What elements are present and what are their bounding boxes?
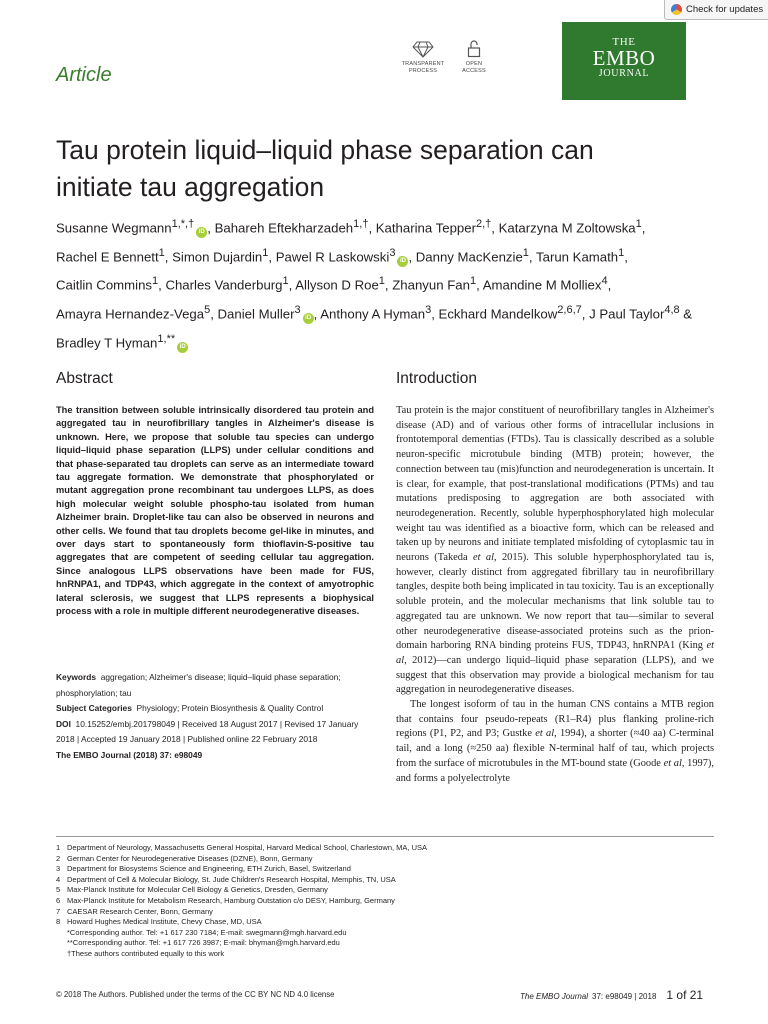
author-affiliation-sup: 2,6,7 [557, 304, 582, 317]
keywords-value: aggregation; Alzheimer's disease; liquid–liquid phase separation; phosphorylation; tau [56, 672, 341, 698]
orcid-icon[interactable]: iD [397, 256, 408, 267]
author-separator: , [581, 306, 590, 322]
author-name: Amayra Hernandez-Vega [56, 306, 205, 322]
doi-value[interactable]: 10.15252/embj.201798049 | Received 18 August 2017 | Revised 17 January 2018 | Accepted 19 January 2018 | Published online 22 February 2018 [56, 718, 359, 744]
introduction-heading: Introduction [396, 370, 477, 387]
author-name: Rachel E Bennett [56, 249, 159, 265]
author-separator: , [476, 277, 483, 293]
keywords-line [56, 670, 376, 701]
author-name: Katarzyna M Zoltowska [498, 220, 636, 236]
author-name: Eckhard Mandelkow [438, 306, 558, 322]
author-affiliation-sup: 3 [425, 304, 432, 317]
footer-journal-name: The EMBO Journal [520, 992, 589, 1001]
affiliation-number: 7 [56, 906, 61, 916]
doi-line [56, 717, 376, 748]
subjects-label: Subject Categories [56, 703, 132, 713]
affiliation-item [56, 875, 656, 886]
badge-line1: OPEN [465, 61, 483, 67]
affiliation-text: Department for Biosystems Science and Engineering, ETH Zurich, Basel, Switzerland [67, 864, 351, 874]
author-separator: , [431, 306, 439, 322]
equal-contribution-note: †These authors contributed equally to this work [67, 948, 225, 958]
footer-volume: 37: e98049 | 2018 [592, 992, 657, 1001]
author-name: Susanne Wegmann [56, 220, 172, 236]
author-name: Katharina Tepper [375, 220, 476, 236]
author-separator: , [408, 249, 416, 265]
logo-line3: JOURNAL [598, 68, 650, 79]
author-separator: , [268, 249, 276, 265]
author-affiliation-sup: 1 [618, 246, 625, 259]
author-name: Charles Vanderburg [165, 277, 283, 293]
author-affiliation-sup: 4 [601, 275, 608, 288]
author-list [56, 212, 706, 355]
author-separator: & [679, 306, 693, 322]
affiliation-number: 5 [56, 885, 61, 895]
journal-footer [520, 988, 703, 1002]
badge-line1: TRANSPARENT [401, 61, 445, 67]
intro-paragraph-2 [396, 698, 714, 786]
author-separator: , [288, 277, 296, 293]
author-name: Pawel R Laskowski [275, 249, 390, 265]
article-type-label: Article [56, 64, 112, 86]
footnote-divider [56, 836, 714, 837]
citation-value: The EMBO Journal (2018) 37: e98049 [56, 749, 203, 760]
author-separator: , [624, 249, 628, 265]
author-affiliation-sup: 1,** [157, 332, 176, 345]
corresponding-author-1: *Corresponding author. Tel: +1 617 230 7184; E-mail: swegmann@mgh.harvard.edu [67, 927, 347, 937]
affiliation-number: 8 [56, 917, 61, 927]
author-separator: , [313, 306, 321, 322]
author-affiliation-sup: 3 [294, 304, 301, 317]
license-footer: © 2018 The Authors. Published under the terms of the CC BY NC ND 4.0 license [56, 990, 335, 999]
affiliation-item [56, 843, 656, 854]
author-affiliation-sup: 3 [389, 246, 396, 259]
subjects-line [56, 701, 376, 717]
affiliation-item [56, 907, 656, 918]
doi-label: DOI [56, 718, 71, 729]
author-affiliation-sup: 1 [378, 275, 385, 288]
author-affiliation-sup: 1,† [353, 218, 369, 230]
affiliation-number: 1 [56, 843, 61, 852]
introduction-body [396, 404, 714, 786]
orcid-icon[interactable]: iD [303, 313, 314, 324]
intro-p2-text-c: , 1997), and forms a polyelectrolyte [396, 757, 714, 784]
author-name: Zhanyun Fan [392, 277, 470, 293]
author-affiliation-sup: 1 [282, 275, 289, 288]
diamond-icon [412, 40, 434, 58]
abstract-heading: Abstract [56, 370, 113, 387]
abstract-text: The transition between soluble intrinsically disordered tau protein and aggregated tau in neurofibrillary tangles in Alzheimer's disease is unknown. Here, we propose that soluble tau species can undergo liquid–liquid phase separation (LLPS) under cellular conditions and that phase-separated tau droplets can serve as an intermediate toward tau aggregate formation. We demonstrate that phosphorylated or mutant aggregation prone recombinant tau undergoes LLPS, as does high molecular weight soluble phospho-tau isolated from human Alzheimer brain. Droplet-like tau can also be observed in neurons and other cells. We found that tau droplets become gel-like in minutes, and over days start to spontaneously form thioflavin-S-positive tau aggregates that are competent of seeding cellular tau aggregation. Since analogous LLPS observations have been made for FUS, hnRNPA1, and TDP43, which aggregate in the context of amyotrophic lateral sclerosis, we suggest that LLPS represents a biophysical process with a role in multiple different neurodegenerative diseases. [56, 405, 374, 617]
citation-line [56, 748, 376, 764]
open-access-badge[interactable] [449, 40, 499, 75]
intro-p1-etal-1: et al [472, 552, 494, 564]
affiliation-number: 6 [56, 895, 61, 905]
author-separator: , [158, 277, 166, 293]
author-separator: , [384, 277, 393, 293]
author-affiliation-sup: 1 [262, 246, 269, 259]
corresponding-author-2: **Corresponding author. Tel: +1 617 726 3987; E-mail: bhyman@mgh.harvard.edu [67, 938, 340, 948]
author-name: Simon Dujardin [172, 249, 263, 265]
intro-p2-etal-2: et al [663, 757, 682, 769]
author-affiliation-sup: 1 [158, 246, 165, 259]
affiliation-text: German Center for Neurodegenerative Diseases (DZNE), Bonn, Germany [67, 853, 313, 863]
author-separator: , [368, 220, 376, 236]
author-affiliation-sup: 1 [469, 275, 477, 288]
affiliation-item [56, 885, 656, 896]
affiliation-text: Department of Cell & Molecular Biology, St. Jude Children's Research Hospital, Memphis, TN, USA [67, 874, 396, 884]
logo-line1: THE [612, 36, 636, 48]
intro-p2-text-b: , 1994), a shorter (≈40 aa) C-terminal tail, and a long (≈250 aa) flexible N-terminal half of tau, which projects from the surface of microtubules in the MT-bound state (Goode [396, 728, 714, 769]
affiliation-number: 2 [56, 853, 61, 863]
article-title: Tau protein liquid–liquid phase separation can initiate tau aggregation [56, 135, 594, 202]
affiliation-number: 4 [56, 874, 61, 884]
author-name: Caitlin Commins [56, 277, 152, 293]
affiliation-item [56, 917, 656, 928]
intro-p1-text-b: , 2015). This soluble hyperphosphorylated tau is, however, clearly distinct from aggregated fibrillary tau in neurofibrillary tangles, despite both being implicated in tau toxicity. Tau is an exceptionally soluble protein, and the molecular mechanisms that link soluble tau to aggregated tau are unknown. We now report that tau—similar to several other neurodegenerative disease-associated proteins such as the prion-domain harboring RNA binding proteins FUS, TDP43, hnRNPA1 (King [396, 552, 714, 652]
affiliation-text: Howard Hughes Medical Institute, Chevy Chase, MD, USA [67, 917, 262, 927]
author-affiliation-sup: 1 [152, 275, 159, 288]
intro-paragraph-1 [396, 404, 714, 698]
affiliation-number: 3 [56, 864, 61, 874]
author-affiliation-sup: 5 [204, 304, 211, 317]
author-affiliation-sup: 1,*,† [171, 218, 195, 230]
check-for-updates-label: Check for updates [686, 4, 764, 15]
affiliation-text: Max-Planck Institute for Molecular Cell Biology & Genetics, Dresden, Germany [67, 885, 328, 895]
author-separator: , [210, 306, 218, 322]
author-separator: , [528, 249, 537, 265]
affiliation-item [56, 864, 656, 875]
intro-p1-text-a: Tau protein is the major constituent of neurofibrillary tangles in Alzheimer's disease (AD) and of various other forms of intracellular inclusions in frontotemporal dementias (FTDs). Tau is classically described as a soluble neuron-specific microtubule binding (MTB) protein; however, the connection between tau (mis)function and neurodegeneration is uncertain. It is clear, for example, that post-translational modifications (PTMs) and tau mutations predisposing to aggregation are both associated with neurodegeneration. Recently, soluble hyperphosphorylated high molecular weight tau was identified as a bioactive form, which can be released and taken up by neurons and initiate templated misfolding of cytoplasmic tau in neurons (Takeda [396, 405, 714, 564]
affiliation-text: CAESAR Research Center, Bonn, Germany [67, 906, 213, 916]
transparent-process-badge[interactable] [398, 40, 448, 75]
intro-p1-etal-2: et al [396, 640, 714, 666]
affiliation-item [56, 896, 656, 907]
author-affiliation-sup: 1 [635, 218, 642, 230]
author-affiliation-sup: 1 [522, 246, 529, 259]
author-affiliation-sup: 2,† [475, 218, 492, 230]
author-separator: , [164, 249, 173, 265]
author-separator: , [491, 220, 499, 236]
keywords-label: Keywords [56, 672, 97, 682]
author-name: Bahareh Eftekharzadeh [214, 220, 354, 236]
author-separator: , [641, 220, 646, 236]
orcid-icon[interactable]: iD [196, 227, 207, 238]
logo-line2: EMBO [592, 46, 656, 70]
orcid-icon[interactable]: iD [177, 342, 188, 353]
intro-p2-text-a: The longest isoform of tau in the human CNS contains a MTB region that contains four pseudo-repeats (R1–R4) plus flanking proline-rich regions (P1, P2, and P3; Gustke [396, 699, 714, 740]
author-separator: , [207, 220, 215, 236]
affiliations [56, 843, 656, 960]
author-separator: , [607, 277, 612, 293]
crossmark-icon [671, 4, 682, 15]
check-for-updates-button[interactable] [664, 0, 768, 20]
author-name: Danny MacKenzie [415, 249, 523, 265]
author-name: Amandine M Molliex [482, 277, 602, 293]
affiliation-text: Department of Neurology, Massachusetts General Hospital, Harvard Medical School, Charlestown, MA, USA [67, 843, 428, 852]
author-name: Tarun Kamath [536, 249, 619, 265]
article-metadata [56, 670, 376, 763]
author-name: Daniel Muller [217, 306, 295, 322]
intro-p2-etal-1: et al [535, 728, 555, 740]
author-name: J Paul Taylor [589, 306, 665, 322]
affiliation-item [56, 854, 656, 865]
embo-journal-logo [562, 22, 686, 100]
badge-line2: PROCESS [408, 68, 438, 74]
page-number: 1 of 21 [666, 988, 704, 1002]
open-lock-icon [467, 40, 481, 58]
author-affiliation-sup: 4,8 [664, 304, 680, 317]
author-name: Bradley T Hyman [56, 335, 158, 351]
intro-p1-text-c: , 2012)—can undergo liquid–liquid phase separation (LLPS), and we suggest that this observation may provide a biological mechanism for tau aggregation in neurodegenerative diseases. [396, 654, 714, 696]
author-name: Allyson D Roe [295, 277, 379, 293]
subjects-value: Physiology; Protein Biosynthesis & Quality Control [136, 703, 324, 713]
affiliation-text: Max-Planck Institute for Metabolism Research, Hamburg Outstation c/o DESY, Hamburg, Germany [67, 895, 395, 905]
badge-line2: ACCESS [462, 68, 486, 74]
author-name: Anthony A Hyman [320, 306, 426, 322]
